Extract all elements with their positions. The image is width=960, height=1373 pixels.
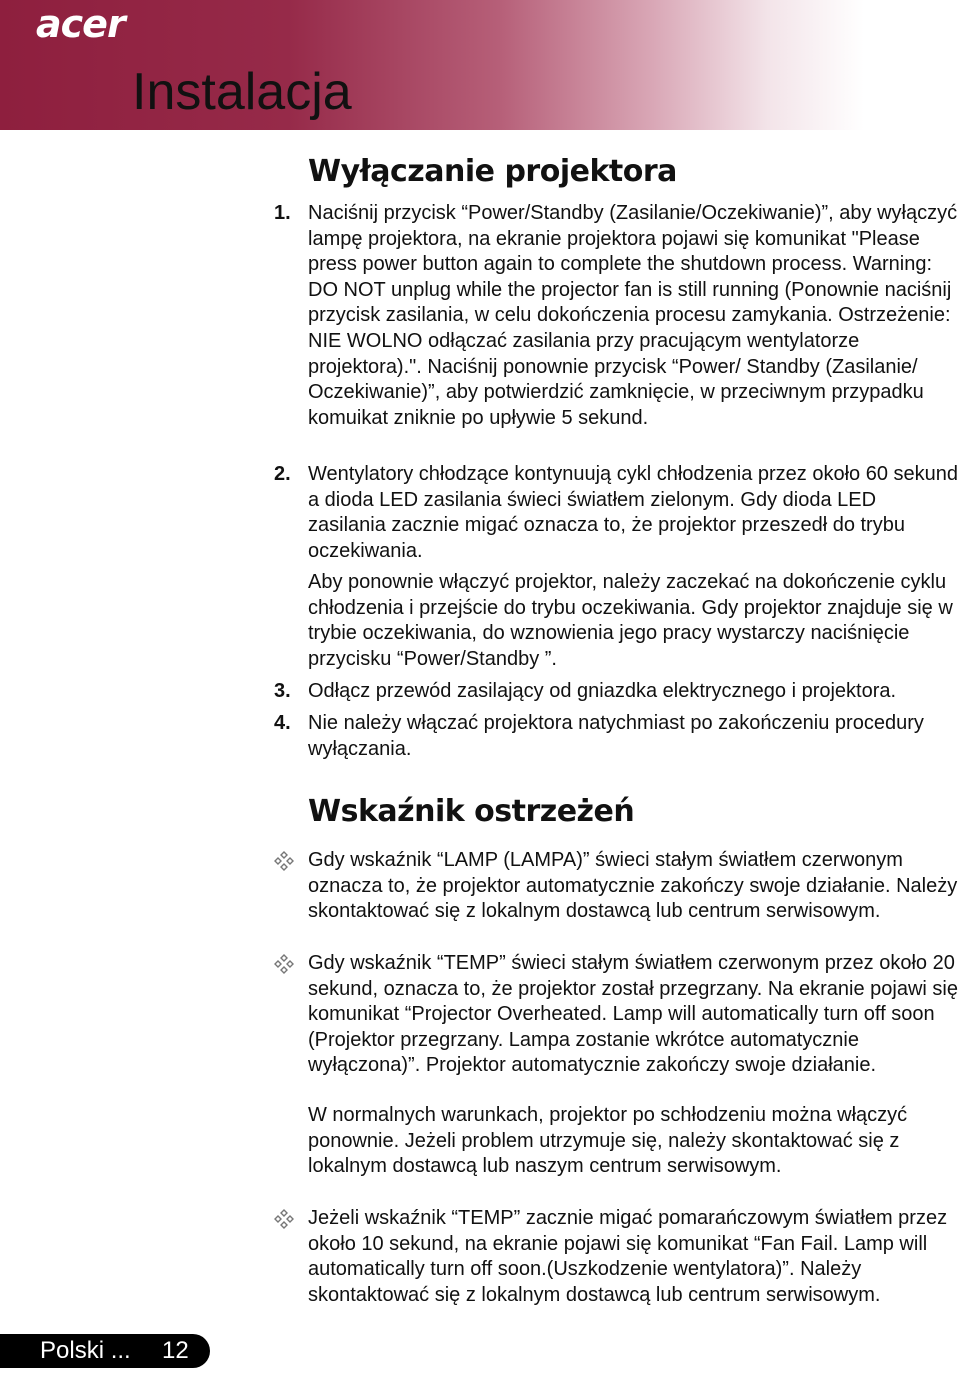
section-title-shutdown: Wyłączanie projektora bbox=[308, 154, 677, 189]
list-number: 1. bbox=[274, 202, 291, 224]
list-item-text: Odłącz przewód zasilający od gniazdka elektrycznego i projektora. bbox=[308, 680, 897, 702]
warning-item-text: Gdy wskaźnik “LAMP (LAMPA)” świeci stałym światłem czerwonym oznacza to, że projektor automatycznie zakończy swoje działanie. Należy skontaktować się z lokalnym dostawcą lub centrum serwisowym. bbox=[308, 849, 958, 923]
list-number: 3. bbox=[274, 680, 291, 702]
page-footer bbox=[0, 1334, 210, 1368]
list-item-text: Wentylatory chłodzące kontynuują cykl chłodzenia przez około 60 sekund a dioda LED zasilania świeci światłem zielonym. Gdy dioda LED zasilania zacznie migać oznacza to, że projektor przeszedł do trybu oczekiwania. bbox=[308, 463, 958, 562]
warning-item-text: Jeżeli wskaźnik “TEMP” zacznie migać pomarańczowym światłem przez około 10 sekund, na ekranie pojawi się komunikat “Fan Fail. Lamp will automatically turn off soon.(Uszkodzenie wentylatora)”. Należy skontaktować się z lokalnym dostawcą lub centrum serwisowym. bbox=[308, 1207, 948, 1306]
list-item-text: Naciśnij przycisk “Power/Standby (Zasilanie/Oczekiwanie)”, aby wyłączyć lampę projektora, na ekranie projektora pojawi się komunikat "Please press power button again to complete the shutdown process. Warning: DO NOT unplug while the projector fan is still running (Ponownie naciśnij przycisk zasilania, w celu dokończenia procesu zamykania. Ostrzeżenie: NIE WOLNO odłączać zasilania przy pracującym wentylatorze projektora).". Naciśnij ponownie przycisk “Power/ Standby (Zasilanie/ Oczekiwanie)”, aby potwierdzić zamknięcie, w przeciwnym przypadku komuikat zniknie po upływie 5 sekund. bbox=[308, 202, 958, 429]
page-title: Instalacja bbox=[132, 63, 352, 121]
language-label: Polski ... bbox=[40, 1337, 131, 1364]
list-number: 2. bbox=[274, 463, 291, 485]
page-number: 12 bbox=[162, 1337, 189, 1364]
diamond-bullet-icon bbox=[274, 1209, 294, 1229]
list-item-text: Aby ponownie włączyć projektor, należy zaczekać na dokończenie cyklu chłodzenia i przejście do trybu oczekiwania. Gdy projektor znajduje się w trybie oczekiwania, do wznowienia jego pracy wystarczy naciśnięcie przycisku “Power/Standby ”. bbox=[308, 571, 953, 670]
warning-item-text: W normalnych warunkach, projektor po schłodzeniu można włączyć ponownie. Jeżeli problem utrzymuje się, należy skontaktować się z lokalnym dostawcą lub naszym centrum serwisowym. bbox=[308, 1104, 908, 1178]
diamond-bullet-icon bbox=[274, 851, 294, 871]
page-header bbox=[0, 0, 960, 130]
diamond-bullet-icon bbox=[274, 954, 294, 974]
list-number: 4. bbox=[274, 712, 291, 734]
section-title-warnings: Wskaźnik ostrzeżeń bbox=[308, 794, 635, 829]
warning-item-text: Gdy wskaźnik “TEMP” świeci stałym światłem czerwonym przez około 20 sekund, oznacza to, że projektor został przegrzany. Na ekranie pojawi się komunikat “Projector Overheated. Lamp will automatically turn off soon (Projektor przegrzany. Lampa zostanie wkrótce automatycznie wyłączona)”. Projektor automatycznie zakończy swoje działanie. bbox=[308, 952, 958, 1077]
acer-logo: acer bbox=[36, 2, 125, 46]
list-item-text: Nie należy włączać projektora natychmiast po zakończeniu procedury wyłączania. bbox=[308, 712, 924, 760]
